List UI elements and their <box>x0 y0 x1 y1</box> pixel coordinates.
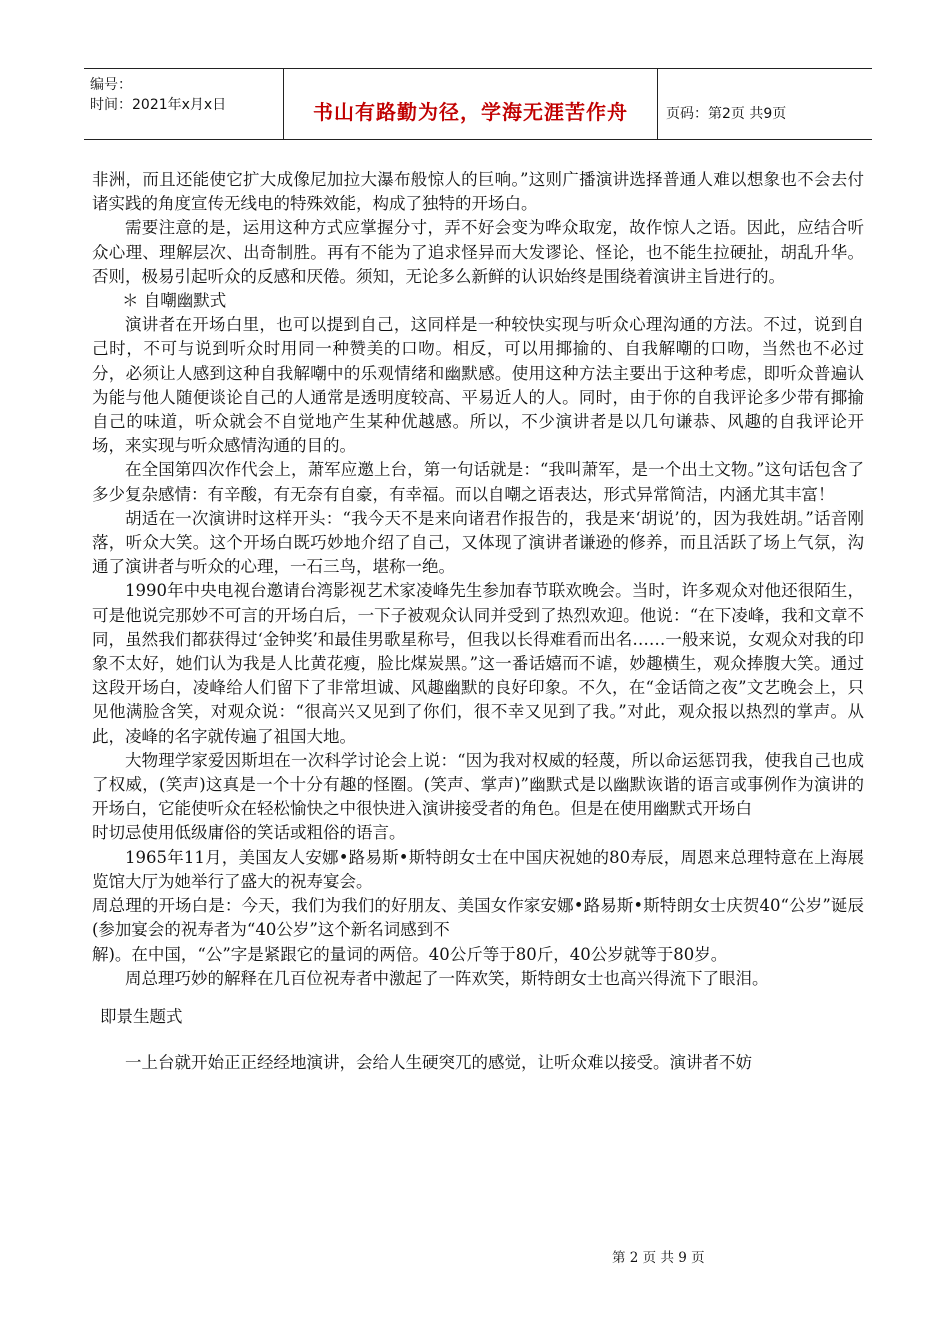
paragraph: 大物理学家爱因斯坦在一次科学讨论会上说：“因为我对权威的轻蔑，所以命运惩罚我，使我自己也成了权威，(笑声)这真是一个十分有趣的怪圈。(笑声、掌声)”幽默式是以幽默诙谐的语言或事例作为演讲的开场白，它能使听众在轻松愉快之中很快进入演讲接受者的角色。但是在使用幽默式开场白 <box>92 750 864 819</box>
paragraph: 胡适在一次演讲时这样开头：“我今天不是来向诸君作报告的，我是来‘胡说’的，因为我姓胡。”话音刚落，听众大笑。这个开场白既巧妙地介绍了自己，又体现了演讲者谦逊的修养，而且活跃了场上气氛，沟通了演讲者与听众的心理，一石三鸟，堪称一绝。 <box>92 508 864 577</box>
page-footer: 第 2 页 共 9 页 <box>612 1250 705 1266</box>
paragraph: 周总理的开场白是：今天，我们为我们的好朋友、美国女作家安娜•路易斯•斯特朗女士庆贺40“公岁”诞辰(参加宴会的祝寿者为“40公岁”这个新名词感到不 <box>92 896 864 940</box>
paragraph: 1990年中央电视台邀请台湾影视艺术家凌峰先生参加春节联欢晚会。当时，许多观众对他还很陌生，可是他说完那妙不可言的开场白后，一下子被观众认同并受到了热烈欢迎。他说：“在下凌峰，我和文章不同，虽然我们都获得过‘金钟奖’和最佳男歌星称号，但我以长得难看而出名……一般来说，女观众对我的印象不太好，她们认为我是人比黄花瘦，脸比煤炭黑。”这一番话嬉而不谑，妙趣横生，观众捧腹大笑。通过这段开场白，凌峰给人们留下了非常坦诚、风趣幽默的良好印象。不久，在“金话筒之夜”文艺晚会上，只见他满脸含笑，对观众说：“很高兴又见到了你们，很不幸又见到了我。”对此，观众报以热烈的掌声。从此，凌峰的名字就传遍了祖国大地。 <box>92 581 864 746</box>
paragraph: 非洲，而且还能使它扩大成像尼加拉大瀑布般惊人的巨响。”这则广播演讲选择普通人难以想象也不会去付诸实践的角度宣传无线电的特殊效能，构成了独特的开场白。 <box>92 170 864 214</box>
paragraph: 解)。在中国，“公”字是紧跟它的量词的两倍。40公斤等于80斤，40公岁就等于80岁。 <box>92 944 728 964</box>
header-meta <box>84 69 284 139</box>
section-heading: 即景生题式 <box>100 1006 183 1026</box>
document-body <box>92 168 864 1075</box>
header-motto-cell <box>284 69 658 139</box>
header-page-info: 页码：第2页 共9页 <box>666 106 787 122</box>
document-time-label: 时间：2021年x月x日 <box>90 97 227 113</box>
page-header <box>84 68 872 140</box>
paragraph: 一上台就开始正正经经地演讲，会给人生硬突兀的感觉，让听众难以接受。演讲者不妨 <box>125 1053 752 1073</box>
header-motto: 书山有路勤为径，学海无涯苦作舟 <box>313 100 628 124</box>
paragraph: 时切忌使用低级庸俗的笑话或粗俗的语言。 <box>92 823 406 843</box>
document-number-label: 编号： <box>90 77 132 93</box>
header-page-cell <box>658 69 872 139</box>
paragraph: 需要注意的是，运用这种方式应掌握分寸，弄不好会变为哗众取宠，故作惊人之语。因此，应结合听众心理、理解层次、出奇制胜。再有不能为了追求怪异而大发谬论、怪论，也不能生拉硬扯，胡乱升华。否则，极易引起听众的反感和厌倦。须知，无论多么新鲜的认识始终是围绕着演讲主旨进行的。 <box>92 218 864 286</box>
section-heading: ＊ 自嘲幽默式 <box>122 291 227 311</box>
paragraph: 演讲者在开场白里，也可以提到自己，这同样是一种较快实现与听众心理沟通的方法。不过，说到自己时，不可与说到听众时用同一种赞美的口吻。相反，可以用揶揄的、自我解嘲的口吻，当然也不必过分，必须让人感到这种自我解嘲中的乐观情绪和幽默感。使用这种方法主要出于这种考虑，即听众普遍认为能与他人随便谈论自己的人通常是透明度较高、平易近人的人。同时，由于你的自我评论多少带有揶揄自己的味道，听众就会不自觉地产生某种优越感。所以，不少演讲者是以几句谦恭、风趣的自我评论开场，来实现与听众感情沟通的目的。 <box>92 315 864 456</box>
paragraph: 1965年11月，美国友人安娜•路易斯•斯特朗女士在中国庆祝她的80寿辰，周恩来总理特意在上海展览馆大厅为她举行了盛大的祝寿宴会。 <box>92 847 864 891</box>
paragraph: 在全国第四次作代会上，萧军应邀上台，第一句话就是：“我叫萧军，是一个出土文物。”这句话包含了多少复杂感情：有辛酸，有无奈有自豪，有幸福。而以自嘲之语表达，形式异常简洁，内涵尤其丰富！ <box>92 460 864 504</box>
paragraph: 周总理巧妙的解释在几百位祝寿者中激起了一阵欢笑，斯特朗女士也高兴得流下了眼泪。 <box>125 968 769 988</box>
